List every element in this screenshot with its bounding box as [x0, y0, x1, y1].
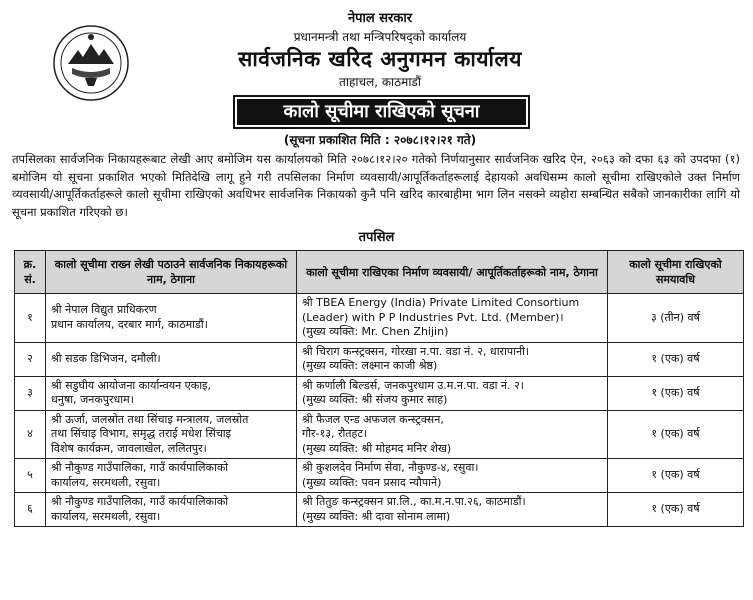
cell-firm-line: श्री चिराग कन्स्ट्रक्सन, गोरखा न.पा. वडा नं. २, धारापानी।: [302, 344, 530, 358]
table-header-row: [15, 251, 744, 294]
header-agency: कालो सूचीमा राख्न लेखी पठाउने सार्वजनिक निकायहरूको नाम, ठेगाना: [46, 251, 297, 294]
cell-agency-line: श्री सडक डिभिजन, दमौली।: [51, 351, 161, 365]
cell-firm-line: श्री TBEA Energy (India) Private Limited Consortium: [302, 296, 580, 309]
cell-firm-line: (मुख्य व्यक्ति: श्री मोहमद मनिर शेख): [302, 441, 452, 455]
cell-sn: ६: [15, 493, 46, 527]
notice-body: तपसिलका सार्वजनिक निकायहरूबाट लेखी आए बमोजिम यस कार्यालयको मिति २०७८।१२।२० गतेको निर्णयानुसार सार्वजनिक खरिद ऐन, २०६३ को दफा ६३ को उपदफा (१) बमोजिम यो सूचना प्रकाशित भएको मितिदेखि लागू हुने गरी तपसिलका निर्माण व्यवसायी/आपूर्तिकर्ताहरूलाई देहायको अवधिसम्म कालो सूचीमा राखिएकोले उक्त निर्माण व्यवसायी/आपूर्तिकर्ताहरूले कालो सूचीमा राखिएको अवधिभर सार्वजनिक निकायको कुनै पनि खरिद कारबाहीमा भाग लिन नसक्ने व्यहोरा सम्बन्धित सबैको जानकारीका लागि यो सूचना प्रकाशित गरिएको छ।: [12, 152, 740, 219]
cell-agency: [46, 410, 297, 459]
cell-agency-line: श्री ऊर्जा, जलस्रोत तथा सिंचाइ मन्त्रालय, जलस्रोत: [51, 412, 249, 426]
table-row: [15, 342, 744, 376]
cell-period: १ (एक) वर्ष: [608, 410, 744, 459]
cell-period: १ (एक) वर्ष: [608, 459, 744, 493]
cell-firm-line: (Leader) with P P Industries Pvt. Ltd. (Member)।: [302, 310, 564, 324]
table-row: [15, 459, 744, 493]
cell-firm-line: श्री कर्णाली बिल्डर्स, जनकपुरधाम उ.म.न.पा. वडा नं. २।: [302, 378, 524, 392]
cell-sn: ३: [15, 376, 46, 410]
cell-agency-line: कार्यालय, सरमथली, रसुवा।: [51, 475, 161, 489]
cell-firm: [297, 493, 608, 527]
cell-firm-line: गौर-१३, रौतहट।: [302, 427, 368, 440]
office-address: ताहाचल, काठमाडौं: [339, 75, 421, 89]
cell-firm-line: (मुख्य व्यक्ति: Mr. Chen Zhijin): [302, 325, 449, 338]
cell-agency-line: विशेष कार्यक्रम, जावलाखेल, ललितपुर।: [51, 441, 207, 455]
cell-firm-line: श्री तितुङ कन्स्ट्रक्सन प्रा.लि., का.म.न.पा.२६, काठमाडौं।: [302, 495, 526, 508]
cell-firm: [297, 459, 608, 493]
cell-agency: [46, 493, 297, 527]
cell-agency-line: श्री सडुघीय आयोजना कार्यान्वयन एकाइ,: [51, 378, 211, 392]
cell-agency: [46, 294, 297, 343]
header-period: कालो सूचीमा राखिएको समयावधि: [608, 251, 744, 294]
cell-firm: [297, 376, 608, 410]
cell-agency-line: कार्यालय, सरमथली, रसुवा।: [51, 509, 161, 523]
cell-agency: [46, 376, 297, 410]
cell-firm-line: (मुख्य व्यक्ति: श्री दावा सोनाम लामा): [302, 509, 451, 523]
cell-period: ३ (तीन) वर्ष: [608, 294, 744, 343]
cell-period: १ (एक) वर्ष: [608, 342, 744, 376]
table-row: [15, 493, 744, 527]
cell-firm: [297, 410, 608, 459]
cell-agency-line: तथा सिंचाइ विभाग, समृद्ध तराई मधेश सिंचाइ: [51, 427, 232, 440]
cell-agency-line: श्री नौकुण्ड गाउँपालिका, गाउँ कार्यपालिकाको: [51, 495, 229, 508]
published-date: (सूचना प्रकाशित मिति : २०७८।१२।२१ गते): [283, 133, 477, 147]
cell-agency-line: प्रधान कार्यालय, दरबार मार्ग, काठमाडौं।: [51, 317, 208, 331]
government-name: नेपाल सरकार: [347, 11, 413, 26]
cell-agency: [46, 459, 297, 493]
cell-sn: ४: [15, 410, 46, 459]
cell-firm: [297, 342, 608, 376]
cell-sn: २: [15, 342, 46, 376]
cell-firm: [297, 294, 608, 343]
cell-firm-line: (मुख्य व्यक्ति: पवन प्रसाद न्यौपाने): [302, 475, 442, 489]
cell-agency-line: श्री नौकुण्ड गाउँपालिका, गाउँ कार्यपालिकाको: [51, 461, 229, 474]
parent-office: प्रधानमन्त्री तथा मन्त्रिपरिषद्को कार्यालय: [293, 30, 467, 44]
blacklist-table: [14, 250, 744, 527]
cell-sn: १: [15, 294, 46, 343]
header-sn: क्र. सं.: [15, 251, 46, 294]
schedule-label: तपसिल: [358, 230, 395, 245]
cell-firm-line: (मुख्य व्यक्ति: लक्ष्मान काजी श्रेष्ठ): [302, 359, 438, 372]
cell-firm-line: श्री कुशलदेव निर्माण सेवा, नौकुण्ड-४, रसुवा।: [302, 461, 479, 474]
table-row: [15, 410, 744, 459]
table-row: [15, 294, 744, 343]
cell-period: १ (एक) वर्ष: [608, 376, 744, 410]
header-firm: कालो सूचीमा राखिएका निर्माण व्यवसायी/ आपूर्तिकर्ताहरूको नाम, ठेगाना: [297, 251, 608, 294]
cell-firm-line: श्री फैजल एन्ड अफजल कन्स्ट्रक्सन,: [302, 412, 444, 426]
cell-agency-line: धनुषा, जनकपुरधाम।: [51, 393, 134, 406]
office-name: सार्वजनिक खरिद अनुगमन कार्यालय: [238, 47, 522, 71]
notice-title: कालो सूचीमा राखिएको सूचना: [233, 95, 530, 129]
cell-sn: ५: [15, 459, 46, 493]
cell-firm-line: (मुख्य व्यक्ति: श्री संजय कुमार साह): [302, 393, 448, 406]
table-row: [15, 376, 744, 410]
nepal-emblem-icon: [52, 24, 130, 102]
cell-agency-line: श्री नेपाल विद्युत प्राधिकरण: [51, 303, 157, 317]
cell-agency: [46, 342, 297, 376]
cell-period: १ (एक) वर्ष: [608, 493, 744, 527]
